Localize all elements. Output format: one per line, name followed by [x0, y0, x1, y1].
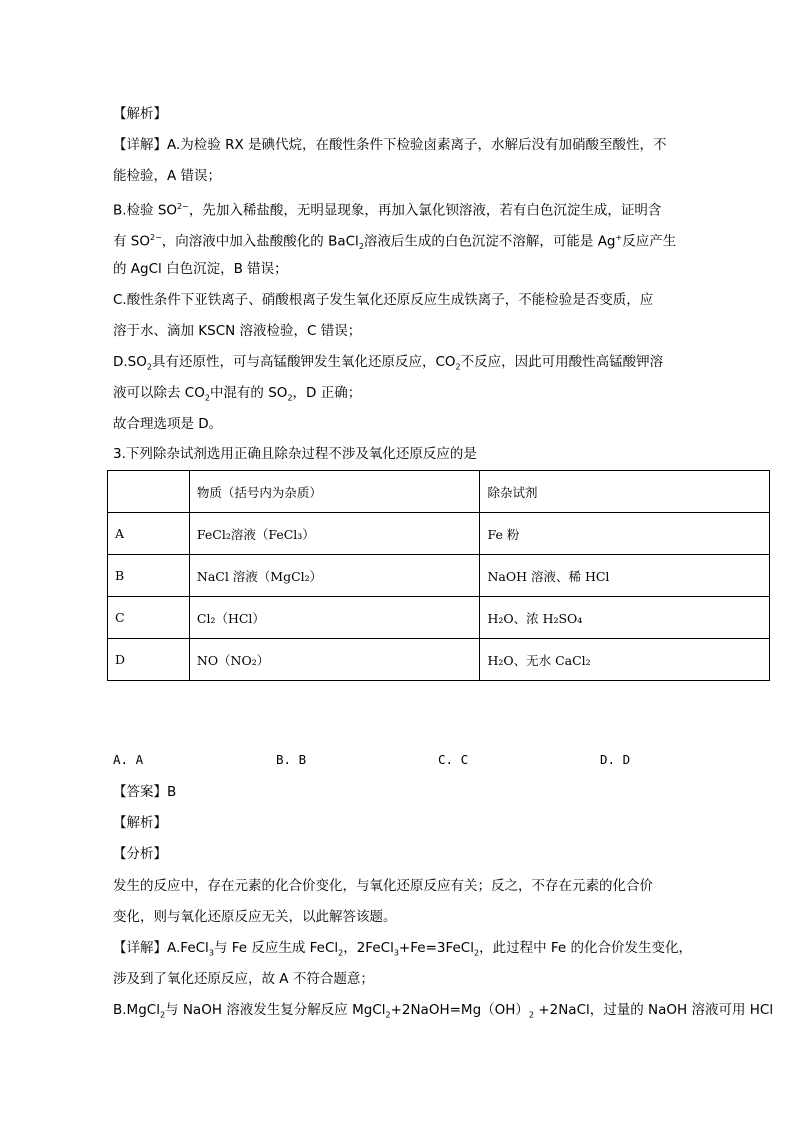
table-cell: NaOH 溶液、稀 HCl [480, 555, 770, 597]
table-cell: Cl₂（HCl） [189, 597, 480, 639]
table-cell: H₂O、无水 CaCl₂ [480, 639, 770, 681]
table-header-cell: 物质（括号内为杂质） [189, 471, 480, 513]
table-cell: C [108, 597, 190, 639]
table-row [108, 513, 770, 555]
table-header-cell [108, 471, 190, 513]
choice-c: C. C [438, 752, 469, 767]
table-cell: A [108, 513, 190, 555]
section-heading-analysis: 【解析】 [113, 106, 167, 122]
table-cell: NaCl 溶液（MgCl₂） [189, 555, 480, 597]
analysis-text-2: 变化，则与氧化还原反应无关，以此解答该题。 [113, 909, 397, 925]
detail-b-line-1: 【详解】A.FeCl$_3$与 Fe 反应生成 FeCl$_2$，2FeCl$_3$+Fe=3FeCl$_2$，此过程中 Fe 的化合价发生变化， [113, 940, 692, 958]
detail-line-9: 液可以除去 $CO_2$中混有的 $SO_2$，D 正确； [113, 385, 362, 403]
choice-a: A. A [113, 752, 144, 767]
table-header-row [108, 471, 770, 513]
impurity-table [107, 470, 770, 681]
analysis-text-1: 发生的反应中，存在元素的化合价变化，与氧化还原反应有关；反之，不存在元素的化合价 [113, 878, 653, 894]
detail-line-4: 有 $SO^{2-}$，向溶液中加入盐酸酸化的 BaCl$_2$溶液后生成的白色沉淀不溶解，可能是 Ag+反应产生 [113, 233, 677, 252]
table-row [108, 555, 770, 597]
fenxi-heading: 【分析】 [113, 846, 167, 862]
analysis-heading: 【解析】 [113, 815, 167, 831]
table-row [108, 639, 770, 681]
answer-line: 【答案】B [113, 784, 177, 800]
question-3-stem: 3.下列除杂试剂选用正确且除杂过程不涉及氧化还原反应的是 [113, 446, 477, 462]
table-cell: H₂O、浓 H₂SO₄ [480, 597, 770, 639]
choice-d: D. D [600, 752, 631, 767]
table-cell: NO（NO₂） [189, 639, 480, 681]
detail-b-line-3: B.MgCl$_2$与 NaOH 溶液发生复分解反应 $MgCl_2+2NaOH=Mg(OH)_2$ +2NaCl，过量的 NaOH 溶液可用 HCl [113, 1002, 774, 1020]
table-cell: B [108, 555, 190, 597]
table-cell: Fe 粉 [480, 513, 770, 555]
table-header-cell: 除杂试剂 [480, 471, 770, 513]
detail-line-5: 的 AgCl 白色沉淀，B 错误； [113, 261, 288, 277]
table-cell: D [108, 639, 190, 681]
detail-line-6: C.酸性条件下亚铁离子、硝酸根离子发生氧化还原反应生成铁离子，不能检验是否变质，应 [113, 292, 654, 308]
detail-b-line-2: 涉及到了氧化还原反应，故 A 不符合题意； [113, 971, 374, 987]
detail-line-2: 能检验，A 错误； [113, 168, 222, 184]
choice-b: B. B [276, 752, 307, 767]
detail-line-8: $D.SO_2$具有还原性，可与高锰酸钾发生氧化还原反应，$CO_2$不反应，因此可用酸性高锰酸钾溶 [113, 354, 664, 372]
table-row [108, 597, 770, 639]
conclusion-line: 故合理选项是 D。 [113, 416, 223, 432]
detail-line-7: 溶于水、滴加 KSCN 溶液检验，C 错误； [113, 323, 362, 339]
table-cell: FeCl₂溶液（FeCl₃） [189, 513, 480, 555]
detail-line-1: 【详解】A.为检验 RX 是碘代烷，在酸性条件下检验卤素离子，水解后没有加硝酸至酸性，不 [113, 137, 667, 153]
detail-line-3: B.检验 $SO^{2-}$，先加入稀盐酸，无明显现象，再加入氯化钡溶液，若有白色沉淀生成，证明含 [113, 202, 662, 219]
